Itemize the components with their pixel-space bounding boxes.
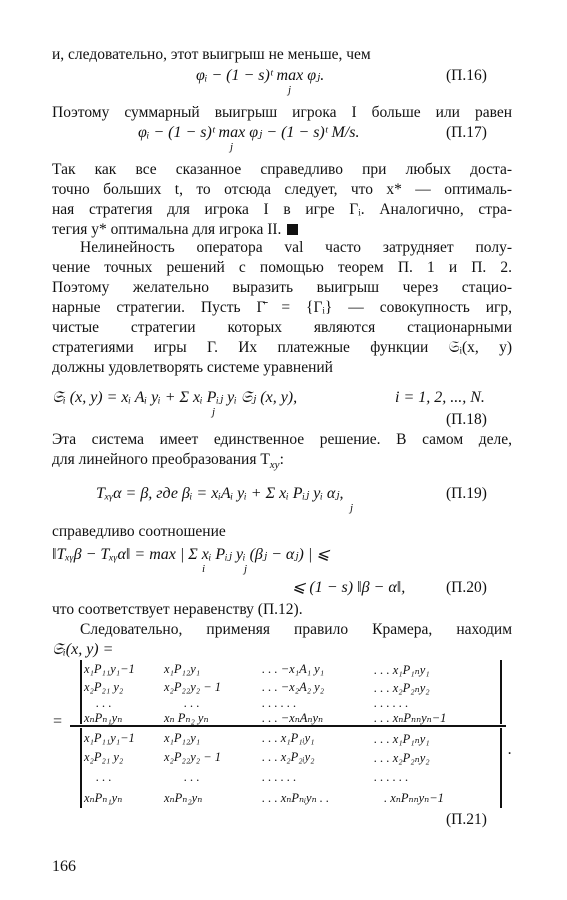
- text-line: и, следовательно, этот выигрыш не меньше, чем: [52, 46, 371, 63]
- equation-number: (П.19): [446, 485, 487, 502]
- equation-p16: φᵢ − (1 − s)ᵗ max φⱼ.: [196, 67, 325, 84]
- text-line: Поэтому суммарный выигрыш игрока I больше или равен: [52, 104, 512, 121]
- equals-sign: =: [52, 713, 63, 730]
- paragraph-line: для линейного преобразования $T_{xy}$:: [52, 451, 284, 471]
- equation-number: (П.17): [446, 124, 487, 141]
- equation-p17: φᵢ − (1 − s)ᵗ max φⱼ − (1 − s)ᵗ M/s.: [138, 124, 360, 141]
- paragraph-line: Эта система имеет единственное решение. В самом деле,: [52, 431, 512, 448]
- equation-p18: 𝔖ᵢ (x, y) = xᵢ Aᵢ yᵢ + Σ xᵢ Pᵢⱼ yᵢ 𝔖ⱼ (x, y),: [52, 389, 298, 406]
- determinant-right-bar: [500, 728, 502, 808]
- equation-p16-subscript: j: [288, 84, 292, 96]
- equation-p20-subscript-i: i: [202, 563, 206, 575]
- equation-number: (П.16): [446, 67, 487, 84]
- text-line: что соответствует неравенству (П.12).: [52, 601, 303, 618]
- determinant-left-bar: [80, 728, 82, 808]
- determinant-left-bar: [80, 660, 82, 724]
- text-line: Следовательно, применяя правило Крамера, находим: [80, 621, 512, 638]
- equation-p20-second-line: ⩽ (1 − s) ‖β − α‖,: [292, 579, 406, 596]
- equation-number: (П.21): [446, 811, 487, 828]
- end-of-proof-icon: [287, 224, 298, 235]
- equation-p19: Tₓᵧα = β, где βᵢ = xᵢAᵢ yᵢ + Σ xᵢ Pᵢⱼ yᵢ αⱼ,: [96, 485, 344, 502]
- equation-number: (П.20): [446, 579, 487, 596]
- page-number: 166: [52, 858, 76, 875]
- paragraph-line: чистые стратегии которых являются стационарными: [52, 319, 512, 336]
- paragraph-line: Нелинейность оператора val часто затрудняет полу-: [80, 239, 512, 256]
- paragraph-line: точно больших t, то отсюда следует, что x* — оптималь-: [52, 181, 512, 198]
- equation-p21-lhs: 𝔖ᵢ(x, y) =: [52, 641, 114, 658]
- equation-p20-subscript-j: j: [244, 563, 248, 575]
- text-line: справедливо соотношение: [52, 523, 226, 540]
- paragraph-line: чение точных решений с помощью теорем П. 1 и П. 2.: [52, 259, 512, 276]
- equation-p18-subscript: j: [212, 406, 216, 418]
- equation-p19-subscript: j: [350, 502, 354, 514]
- equation-p17-subscript: j: [230, 141, 234, 153]
- paragraph-line: стратегиями игры Γ. Их платежные функции 𝔖ᵢ(x, y): [52, 339, 512, 356]
- equation-number: (П.18): [446, 411, 487, 428]
- paragraph-line: тегия y* оптимальна для игрока II.: [52, 220, 512, 240]
- paragraph-line: должны удовлетворять системе уравнений: [52, 359, 333, 376]
- book-page: и, следовательно, этот выигрыш не меньше, чем φᵢ − (1 − s)ᵗ max φⱼ. j (П.16) Поэтому суммарный выигрыш игрока I больше или равен φᵢ − (1 − s)ᵗ max φⱼ − (1 − s)ᵗ M/s. j (П.17) Так как все сказанное справедливо при любых доста- точно больших t, то отсюда следует, что x* — оптималь- ная стратегия для игрока I в игре Γᵢ. Аналогично, стра- тегия y* оптимальна для игрока II. Нелинейность оператора val часто затрудняет полу- чение точных решений с помощью теорем П. 1 и П. 2. Поэтому желательно выразить выигрыш через стацио- нарные стратегии. Пусть Γ̄ = {Γᵢ} — совокупность игр, чистые стратегии которых являются стационарными стратегиями игры Γ. Их платежные функции 𝔖ᵢ(x, y) должны удовлетворять системе уравнений 𝔖ᵢ (x, y) = xᵢ Aᵢ yᵢ + Σ xᵢ Pᵢⱼ yᵢ 𝔖ⱼ (x, y), i = 1, 2, ..., N. j (П.18) Эта система имеет единственное решение. В самом деле, для линейного преобразования $T_{xy}$: Tₓᵧα = β, где βᵢ = xᵢAᵢ yᵢ + Σ xᵢ Pᵢⱼ yᵢ αⱼ, j (П.19) справедливо соотношение ‖Tₓᵧβ − Tₓᵧα‖ = max | Σ xᵢ Pᵢⱼ yᵢ (βⱼ − αⱼ) | ⩽ i j ⩽ (1 − s) ‖β − α‖, (П.20) что соответствует неравенству (П.12). Следовательно, применяя правило Крамера, находим 𝔖ᵢ(x, y) = = . x₁P₁₁y₁−1 x₁P₁₂y₁ . . . −x₁A₁ y₁ . . . x₁P₁ₙy₁ x₂P₂₁ y₂ x₂P₂₂y₂ − 1 . . . −x₂A₂ y₂ . . . x₂P₂ₙy₂ . . . . . . . . . . . . . . . . . . xₙPₙ₁yₙ xₙ Pₙ₂ yₙ . . . −xₙAₙyₙ . . . xₙPₙₙyₙ−1 x₁P₁₁y₁−1 x₁P₁₂y₁ . . . x₁P₁ᵢy₁ . . . x₁P₁ₙy₁ x₂P₂₁ y₂ x₂P₂₂y₂ − 1 . . . x₂P₂ᵢy₂ . . . x₂P₂ₙy₂ . . . . . . . . . . . . . . . . . . xₙPₙ₁yₙ xₙPₙ₂yₙ . . . xₙPₙᵢyₙ . . . xₙPₙₙyₙ−1 (П.21) 166: [52, 46, 512, 875]
- paragraph-line: Поэтому желательно выразить выигрыш через стацио-: [52, 279, 512, 296]
- equation-p20-first-line: ‖Tₓᵧβ − Tₓᵧα‖ = max | Σ xᵢ Pᵢⱼ yᵢ (βⱼ − αⱼ) | ⩽: [52, 546, 330, 563]
- paragraph-line: Так как все сказанное справедливо при любых доста-: [52, 161, 512, 178]
- determinant-right-bar: [500, 660, 502, 724]
- paragraph-line: нарные стратегии. Пусть Γ̄ = {Γᵢ} — совокупность игр,: [52, 299, 512, 316]
- equation-p21-period: .: [508, 741, 512, 758]
- equation-p18-condition: i = 1, 2, ..., N.: [395, 389, 485, 406]
- paragraph-line: ная стратегия для игрока I в игре Γᵢ. Аналогично, стра-: [52, 201, 512, 218]
